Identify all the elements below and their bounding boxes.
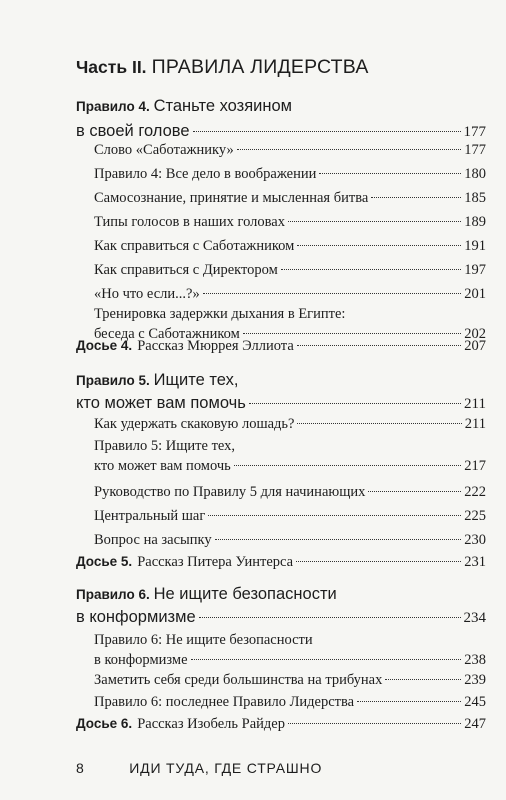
toc-entry: «Но что если...?» 201: [94, 286, 486, 302]
toc-entry: Вопрос на засыпку 230: [94, 532, 486, 548]
toc-entry: Слово «Саботажнику» 177: [94, 142, 486, 158]
rule-4-title-line1: Станьте хозяином: [153, 97, 293, 115]
toc-entry: Руководство по Правилу 5 для начинающих 222: [94, 484, 486, 500]
rule-4-heading: [76, 96, 486, 142]
toc-entry: Правило 5: Ищите тех, кто может вам помочь 217: [94, 438, 486, 474]
toc-entry: Центральный шаг 225: [94, 508, 486, 524]
toc-entry: Типы голосов в наших головах 189: [94, 214, 486, 230]
rule-4-title-line2: в своей голове: [76, 122, 190, 140]
toc-entry: Заметить себя среди большинства на трибунах 239: [94, 672, 486, 688]
toc-entry: Правило 6: Не ищите безопасности в конформизме 238: [94, 632, 486, 668]
dossier-6: Досье 6. Рассказ Изобель Райдер 247: [76, 716, 486, 732]
toc-entry: Самосознание, принятие и мысленная битва 185: [94, 190, 486, 206]
toc-entry: Как удержать скаковую лошадь? 211: [94, 416, 486, 432]
toc-entry: Как справиться с Саботажником 191: [94, 238, 486, 254]
rule-4-page: 177: [463, 124, 486, 140]
page-number: 8: [76, 760, 85, 776]
toc-entry: Тренировка задержки дыхания в Египте: беседа с Саботажником 202: [94, 306, 486, 342]
rule-4-label: Правило 4.: [76, 99, 150, 114]
rule-6-heading: Правило 6. Не ищите безопасности в конформизме 234: [76, 585, 486, 626]
rule-5-heading: Правило 5. Ищите тех, кто может вам помочь 211: [76, 371, 486, 412]
dossier-5: Досье 5. Рассказ Питера Уинтерса 231: [76, 554, 486, 570]
part-title: [76, 56, 369, 79]
toc-entry: Правило 4: Все дело в воображении 180: [94, 166, 486, 182]
page-footer: [76, 760, 322, 776]
toc-entry: Как справиться с Директором 197: [94, 262, 486, 278]
part-name: ПРАВИЛА ЛИДЕРСТВА: [151, 56, 369, 78]
toc-entry: Правило 6: последнее Правило Лидерства 245: [94, 694, 486, 710]
dossier-4: Досье 4. Рассказ Мюррея Эллиота 207: [76, 338, 486, 354]
part-label: Часть II.: [76, 57, 147, 77]
running-title: ИДИ ТУДА, ГДЕ СТРАШНО: [129, 760, 323, 776]
